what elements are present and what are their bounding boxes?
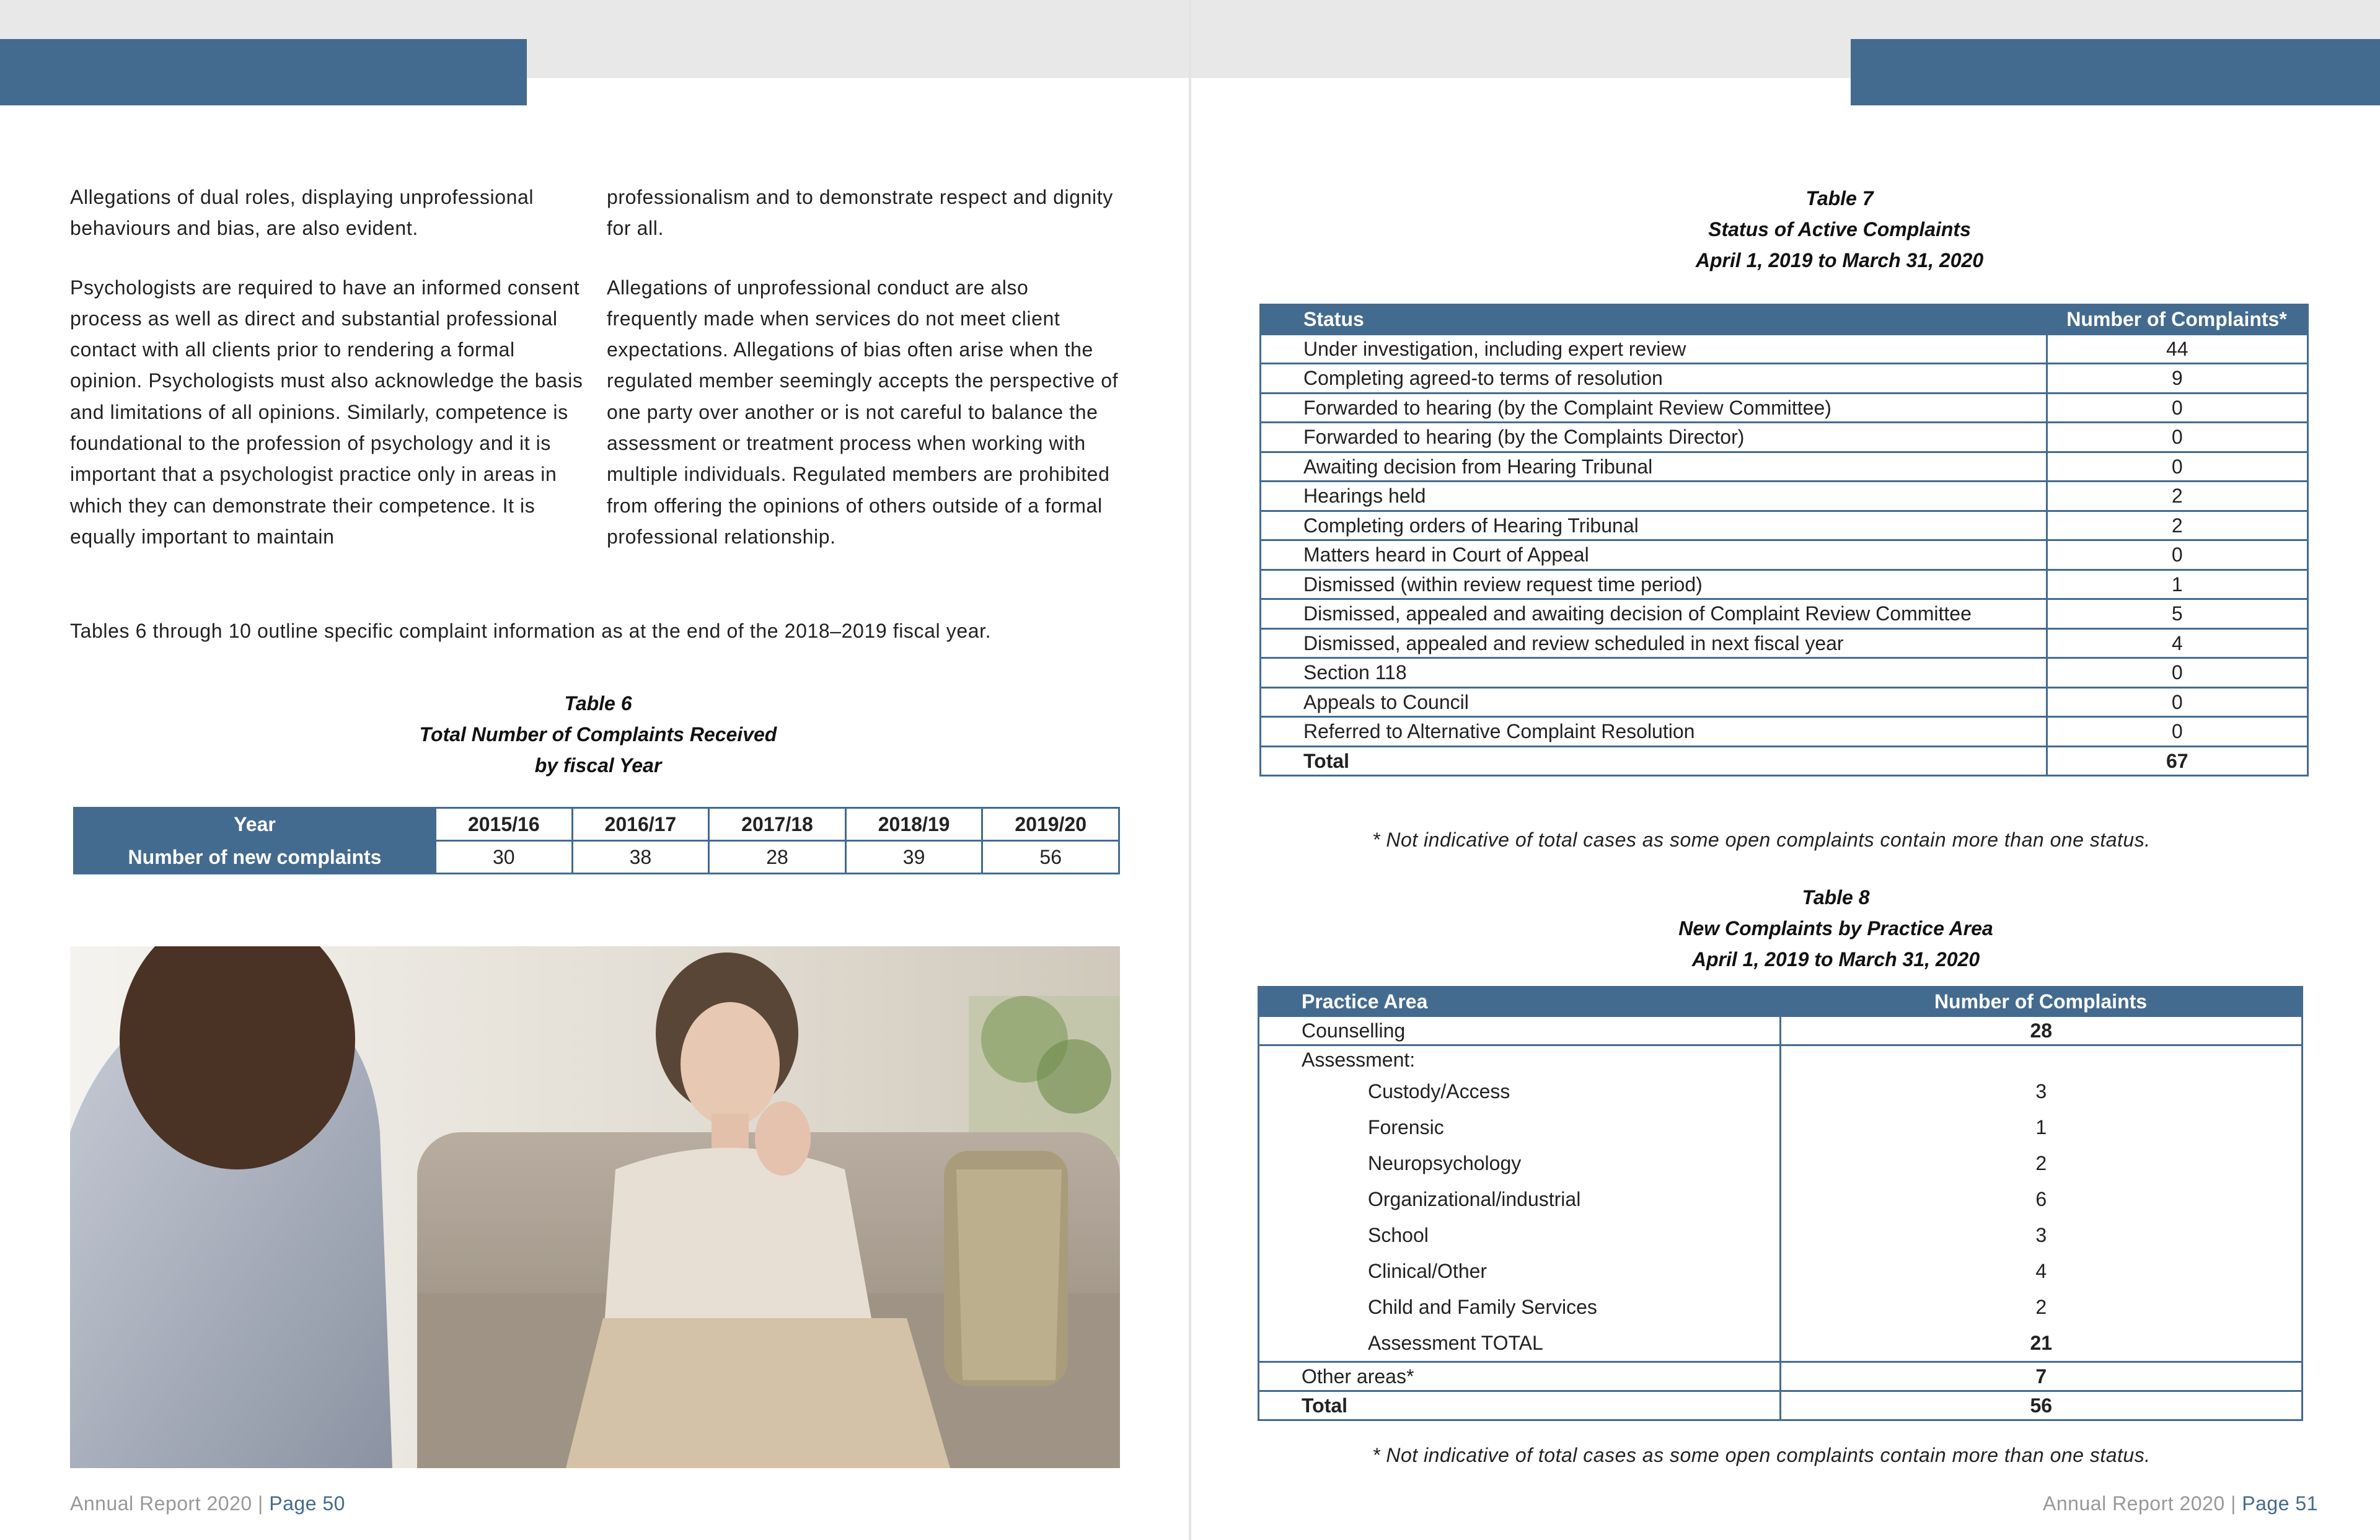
table8-caption — [1526, 882, 2146, 975]
assessment-counts — [1780, 1045, 2303, 1362]
table-row — [1261, 334, 2308, 364]
complaint-count: 4 — [2047, 628, 2308, 658]
complaint-count: 0 — [2047, 423, 2308, 452]
year-cell: 2019/20 — [982, 808, 1119, 841]
caption-line: Table 7 — [1805, 187, 1874, 209]
table8-footnote: * Not indicative of total cases as some open complaints contain more than one status. — [1372, 1444, 2151, 1466]
table-header-row — [1261, 305, 2308, 335]
complaint-count: 0 — [2047, 452, 2308, 482]
total-value: 56 — [1780, 1391, 2303, 1420]
complaint-count: 0 — [2047, 687, 2308, 717]
caption-line: Table 6 — [564, 692, 632, 715]
caption-line: by fiscal Year — [534, 754, 662, 777]
assessment-subarea: School — [1368, 1224, 1429, 1246]
caption-line: Status of Active Complaints — [1708, 218, 1971, 240]
table-row — [1261, 482, 2308, 511]
assessment-values — [1781, 1073, 2302, 1325]
complaint-count: 1 — [2047, 570, 2308, 599]
assessment-cell — [1259, 1045, 1781, 1362]
year-cell: 2015/16 — [436, 808, 573, 841]
table-row — [74, 841, 1119, 874]
assessment-subarea: Child and Family Services — [1368, 1296, 1597, 1318]
caption-line: New Complaints by Practice Area — [1678, 917, 1993, 939]
table-total-row — [1261, 746, 2308, 776]
assessment-subcount: 4 — [2035, 1260, 2047, 1282]
header-cell: Number of Complaints — [1780, 987, 2303, 1016]
caption-line: April 1, 2019 to March 31, 2020 — [1691, 948, 1980, 970]
assessment-subcount: 6 — [2035, 1188, 2047, 1210]
page-footer — [2043, 1492, 2318, 1515]
page-footer — [70, 1492, 345, 1515]
table8 — [1258, 986, 2303, 1421]
table-row — [1261, 599, 2308, 629]
header-cell: Practice Area — [1259, 987, 1781, 1016]
paragraph: Allegations of unprofessional conduct are also frequently made when services do not meet client expectations. Allegations of bias often arise when the regulated member seemingly accepts the perspective of one party over another or is not careful to balance the assessment or treatment process when working with multiple individuals. Regulated members are prohibited from offering the opinions of others outside of a formal professional relationship. — [607, 276, 1119, 548]
assessment-subarea: Organizational/industrial — [1368, 1188, 1581, 1210]
status-label: Completing orders of Hearing Tribunal — [1261, 511, 2047, 540]
table-row — [1259, 1362, 2303, 1391]
right-page — [1191, 0, 2380, 1540]
total-label: Total — [1261, 746, 2047, 776]
status-label: Completing agreed-to terms of resolution — [1261, 364, 2047, 394]
status-label: Dismissed, appealed and awaiting decision of Complaint Review Committee — [1261, 599, 2047, 629]
assessment-sublist — [1302, 1073, 1779, 1325]
assessment-label: Assessment: — [1302, 1049, 1416, 1071]
complaint-count: 0 — [2047, 393, 2308, 423]
complaint-count: 9 — [2047, 364, 2308, 394]
paragraph: professionalism and to demonstrate respect and dignity for all. — [607, 186, 1113, 240]
count-cell: 28 — [709, 841, 846, 874]
table-row — [1261, 511, 2308, 540]
assessment-subarea: Neuropsychology — [1368, 1152, 1522, 1174]
status-label: Appeals to Council — [1261, 687, 2047, 717]
table-row — [1261, 628, 2308, 658]
status-label: Referred to Alternative Complaint Resolution — [1261, 717, 2047, 747]
table7 — [1259, 304, 2309, 777]
table-row — [1261, 452, 2308, 482]
table7-body — [1261, 334, 2308, 746]
table-row — [1261, 687, 2308, 717]
status-label: Section 118 — [1261, 658, 2047, 688]
counseling-session-photo — [70, 946, 1120, 1468]
caption-line: Total Number of Complaints Received — [419, 723, 777, 746]
table-row — [1261, 423, 2308, 452]
table-row — [74, 808, 1119, 841]
table-row — [1259, 1016, 2303, 1045]
header-accent-bar — [1851, 39, 2380, 105]
caption-line: April 1, 2019 to March 31, 2020 — [1695, 249, 1984, 271]
total-value: 67 — [2047, 746, 2308, 776]
footer-text: Annual Report 2020 | — [70, 1492, 263, 1515]
assessment-subarea: Clinical/Other — [1368, 1260, 1488, 1282]
assessment-subcount: 3 — [2035, 1080, 2047, 1102]
status-label: Forwarded to hearing (by the Complaints Director) — [1261, 423, 2047, 452]
assessment-total-label: Assessment TOTAL — [1368, 1332, 1543, 1354]
count-cell: 28 — [1780, 1016, 2303, 1045]
status-label: Dismissed (within review request time period) — [1261, 570, 2047, 599]
table-row — [1261, 393, 2308, 423]
complaint-count: 0 — [2047, 658, 2308, 688]
status-label: Matters heard in Court of Appeal — [1261, 540, 2047, 570]
table-row — [1261, 364, 2308, 394]
header-accent-bar — [0, 39, 527, 105]
practice-area: Other areas* — [1259, 1362, 1781, 1391]
status-label: Forwarded to hearing (by the Complaint Review Committee) — [1261, 393, 2047, 423]
assessment-total-value: 21 — [2030, 1332, 2053, 1354]
table-row — [1261, 717, 2308, 747]
left-page — [0, 0, 1189, 1540]
assessment-subarea: Custody/Access — [1368, 1080, 1510, 1102]
text-column-1 — [70, 182, 584, 580]
table7-caption — [1530, 183, 2149, 276]
complaint-count: 2 — [2047, 482, 2308, 511]
count-cell: 30 — [436, 841, 573, 874]
status-label: Dismissed, appealed and review scheduled in next fiscal year — [1261, 628, 2047, 658]
paragraph: Psychologists are required to have an informed consent process as well as direct and substantial professional contact with all clients prior to rendering a formal opinion. Psychologists must also acknowledge the basis and limitations of all opinions. Similarly, competence is foundational to the profession of psychology and it is important that a psychologist practice only in areas in which they can demonstrate their competence. It is equally important to maintain — [70, 276, 583, 548]
footer-text: Annual Report 2020 | — [2043, 1492, 2236, 1515]
complaint-count: 0 — [2047, 717, 2308, 747]
count-cell: 56 — [982, 841, 1119, 874]
complaint-count: 44 — [2047, 334, 2308, 364]
table7-footnote: * Not indicative of total cases as some open complaints contain more than one status. — [1372, 829, 2151, 851]
assessment-subcount: 2 — [2035, 1296, 2047, 1318]
practice-area: Counselling — [1259, 1016, 1781, 1045]
page-number: Page 51 — [2242, 1492, 2318, 1515]
count-cell: 39 — [845, 841, 982, 874]
header-cell: Number of Complaints* — [2047, 305, 2308, 335]
table-row — [1261, 658, 2308, 688]
table6-caption — [322, 688, 874, 781]
count-cell: 38 — [572, 841, 709, 874]
complaint-count: 0 — [2047, 540, 2308, 570]
table-row — [1261, 570, 2308, 599]
paragraph: Allegations of dual roles, displaying unprofessional behaviours and bias, are also evident. — [70, 186, 534, 240]
complaint-count: 5 — [2047, 599, 2308, 629]
table6 — [73, 807, 1120, 874]
year-cell: 2018/19 — [845, 808, 982, 841]
status-label: Under investigation, including expert review — [1261, 334, 2047, 364]
assessment-subcount: 2 — [2035, 1152, 2047, 1174]
text-column-2 — [607, 182, 1121, 580]
assessment-subcount: 1 — [2035, 1116, 2047, 1138]
assessment-subcount: 3 — [2035, 1224, 2047, 1246]
assessment-group — [1259, 1045, 2303, 1362]
page-number: Page 50 — [269, 1492, 345, 1515]
table-row — [1261, 540, 2308, 570]
assessment-subarea: Forensic — [1368, 1116, 1444, 1138]
table-total-row — [1259, 1391, 2303, 1420]
count-cell: 7 — [1780, 1362, 2303, 1391]
caption-line: Table 8 — [1802, 886, 1870, 909]
year-cell: 2016/17 — [572, 808, 709, 841]
status-label: Awaiting decision from Hearing Tribunal — [1261, 452, 2047, 482]
year-cell: 2017/18 — [709, 808, 846, 841]
status-label: Hearings held — [1261, 482, 2047, 511]
complaint-count: 2 — [2047, 511, 2308, 540]
row-header: Year — [74, 808, 436, 841]
tables-intro: Tables 6 through 10 outline specific complaint information as at the end of the 2018–2019 fiscal year. — [70, 620, 992, 642]
header-cell: Status — [1261, 305, 2047, 335]
row-header: Number of new complaints — [74, 841, 436, 874]
table-header-row — [1259, 987, 2303, 1016]
total-label: Total — [1259, 1391, 1781, 1420]
